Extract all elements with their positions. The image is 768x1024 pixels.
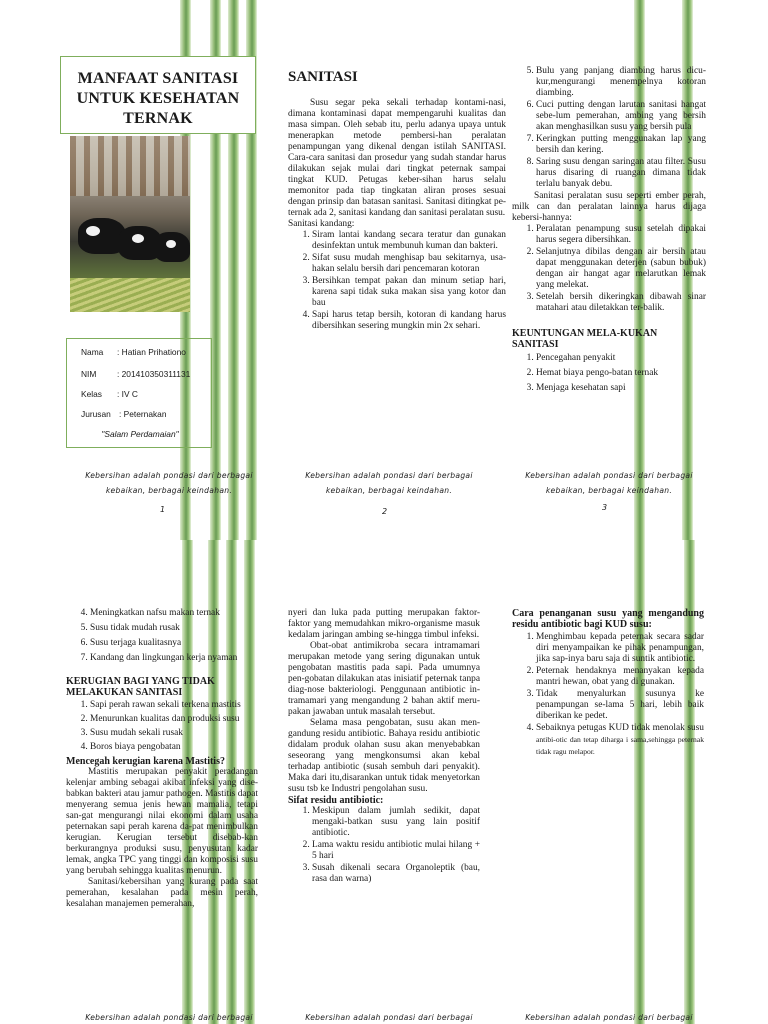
antimikroba-paragraph: Obat-obat antimikroba secara intramamari merupakan metode yang sering digunakan untuk pengobatan mastitis pada sapi. Pada umumnya pen-gobatan dilakukan atas inisiatif peternak tanpa diag-nose bakteriologi. Penggunaan antibiotic in-tramamari yang mengandung 2 bahan aktif meru-pakan jawaban untuk masalah tersebut.: [288, 641, 480, 717]
list-item: 7. Kandang dan lingkungan kerja nyaman: [90, 653, 258, 664]
kerugian-heading: KERUGIAN BAGI YANG TIDAK MELAKUKAN SANITASI: [66, 676, 215, 698]
footer-quote: [284, 468, 494, 498]
footer-line: kebaikan, berbagai keindahan.: [545, 486, 673, 495]
footer-line: Kebersihan adalah pondasi dari berbagai: [305, 1013, 473, 1022]
item4-main: Sebaiknya petugas KUD tidak menolak susu: [536, 723, 704, 733]
column-peralatan: [512, 66, 706, 395]
nim-label: NIM: [81, 369, 97, 379]
jurusan-label: Jurusan: [81, 409, 111, 419]
list-item: 2. Hemat biaya pengo-batan ternak: [536, 368, 706, 379]
list-item: 3. Setelah bersih dikeringkan dibawah sinar matahari atau diletakkan ter-balik.: [536, 292, 706, 314]
list-item: 3. Susah dikenali secara Organoleptik (bau, rasa dan warna): [312, 863, 480, 885]
sanitasi-intro: Susu segar peka sekali terhadap kontami-nasi, dimana kontaminasi dapat mempengaruhi kualitas dan masa simpan. Oleh sebab itu, perlu adanya upaya untuk menerapkan metode pembersi-han peralatan penampungan yang dikenal dengan istilah SANITASI. Cara-cara sanitasi dan prosedur yang sudah standar harus dilakukan sejak mulai dari tingkat peternak sampai tingkat KUD. Petugas keber-sihan harus selalu memonitor pada tiap tingkatan aliran proses sesuai dengan prinsip dan batasan sanitasi. Sanitasi ditingkat pe-ternak ada 2, sanitasi kandang dan sanitasi peralatan susu.: [288, 98, 506, 218]
penanganan-heading: Cara penanganan susu yang mengandung residu antibiotic bagi KUD susu:: [512, 608, 704, 630]
footer-quote: [64, 468, 274, 498]
list-item: 4. Boros biaya pengobatan: [90, 742, 258, 753]
sifat-heading: Sifat residu antibiotic:: [288, 795, 384, 806]
footer-line: kebaikan, berbagai keindahan.: [325, 486, 453, 495]
list-item: 3. Tidak menyalurkan susunya ke penampungan se-lama 5 hari, lebih baik diberikan ke pedet.: [536, 689, 704, 722]
list-item: [536, 723, 704, 758]
kelas-label: Kelas: [81, 389, 102, 399]
kandang-label: Sanitasi kandang:: [288, 219, 355, 229]
list-item: 2. Selanjutnya dibilas dengan air bersih atau dapat menggunakan deterjen (sabun bubuk) dengan air hangat agar melarutkan lemak yang melekat.: [536, 247, 706, 291]
list-item: 2. Lama waktu residu antibiotic mulai hilang + 5 hari: [312, 840, 480, 862]
nama-label: Nama: [81, 347, 104, 357]
list-item: 2. Sifat susu mudah menghisap bau sekitarnya, usa-hakan selalu bersih dari pencemaran kotoran: [312, 253, 506, 275]
list-item: 3. Menjaga kesehatan sapi: [536, 383, 706, 394]
column-sanitasi: [288, 68, 506, 333]
jurusan-value: : Peternakan: [119, 409, 167, 419]
column-kerugian: [66, 608, 258, 910]
mastitis-paragraph-2: Sanitasi/kebersihan yang kurang pada saat pemerahan, kesalahan pada mesin perah, kesalahan manajemen pemerahan,: [66, 877, 258, 909]
footer-line: Kebersihan adalah pondasi dari berbagai: [305, 471, 473, 480]
sanitasi-sapi-list: [512, 66, 706, 190]
footer-quote: [504, 468, 714, 498]
list-item: 5. Susu tidak mudah rusak: [90, 623, 258, 634]
nama-value: : Hatian Prihationo: [117, 347, 186, 357]
list-item: 2. Menurunkan kualitas dan produksi susu: [90, 714, 258, 725]
list-item: 1. Meskipun dalam jumlah sedikit, dapat mengaki-batkan susu yang lain positif antibiotic.: [312, 806, 480, 839]
mastitis-cont: nyeri dan luka pada putting merupakan faktor-faktor yang memudahkan mikro-organisme masuk kedalam jaringan ambing se-hingga timbul infeksi.: [288, 608, 480, 640]
list-item: 4. Sapi harus tetap bersih, kotoran di kandang harus dibersihkan sesering mungkin min 2x sehari.: [312, 310, 506, 332]
footer-quote: [504, 1010, 714, 1024]
sifat-list: [288, 806, 480, 885]
nim-value: : 201410350311131: [117, 369, 191, 379]
list-item: 1. Menghimbau kepada peternak secara sadar diri menyampaikan ke pihak penampungan, jika sap-inya baru saja di suntik antibiotic.: [536, 632, 704, 665]
student-info-box: [66, 338, 212, 448]
sanitasi-heading: SANITASI: [288, 69, 358, 85]
list-item: 3. Susu mudah sekali rusak: [90, 728, 258, 739]
list-item: 3. Bersihkan tempat pakan dan minum setiap hari, karena sapi tidak suka makan sisa yang kotor dan bau: [312, 276, 506, 309]
list-item: 1. Pencegahan penyakit: [536, 353, 706, 364]
list-item: 4. Meningkatkan nafsu makan ternak: [90, 608, 258, 619]
footer-line: Kebersihan adalah pondasi dari berbagai: [85, 471, 253, 480]
list-item: 1. Peralatan penampung susu setelah dipakai harus segera dibersihkan.: [536, 224, 706, 246]
footer-line: Kebersihan adalah pondasi dari berbagai: [85, 1013, 253, 1022]
footer-line: Kebersihan adalah pondasi dari berbagai: [525, 1013, 693, 1022]
kandang-list: [288, 230, 506, 332]
page-number: 1: [160, 505, 166, 514]
kelas-value: : IV C: [117, 389, 138, 399]
footer-quote: [64, 1010, 274, 1024]
peralatan-intro: Sanitasi peralatan susu seperti ember perah, milk can dan peralatan lainnya harus dijaga kebersi-hannya:: [512, 191, 706, 223]
column-antibiotic: [288, 608, 480, 886]
mastitis-heading: Mencegah kerugian karena Mastitis?: [66, 756, 225, 767]
page-number: 2: [382, 507, 388, 516]
list-item: 6. Susu terjaga kualitasnya: [90, 638, 258, 649]
footer-quote: [284, 1010, 494, 1024]
cows-photo: [70, 136, 190, 312]
keuntungan-heading: KEUNTUNGAN MELA-KUKAN SANITASI: [512, 328, 658, 350]
list-item: 6. Cuci putting dengan larutan sanitasi hangat sebe-lum pemerahan, ambing yang bersih akan menghasilkan susu yang bersih pula: [536, 100, 706, 133]
keuntungan-list-cont: [66, 608, 258, 664]
list-item: 7. Keringkan putting menggunakan lap yang bersih dan kering.: [536, 134, 706, 156]
keuntungan-list: [512, 353, 706, 394]
residu-paragraph: Selama masa pengobatan, susu akan men-gandung residu antibiotic. Bahaya residu antibiotic didalam produk olahan susu akan menyebabkan seseorang yang mengkonsumsi akan kebal terhadap antibiotic (susah sembuh dari penyakit). Maka dari itu,disarankan untuk tidak menyetorkan susu tsb ke Industri pengolahan susu.: [288, 718, 480, 794]
footer-line: Kebersihan adalah pondasi dari berbagai: [525, 471, 693, 480]
item4-small: antibi-otic dan tetap diharga i sama,sehingga peternak tidak ragu melapor.: [536, 735, 704, 756]
column-penanganan: [512, 608, 704, 759]
kerugian-list: [66, 700, 258, 753]
salam-text: "Salam Perdamaian": [101, 429, 179, 439]
peralatan-list: [512, 224, 706, 314]
list-item: 1. Sapi perah rawan sekali terkena mastitis: [90, 700, 258, 711]
list-item: 1. Siram lantai kandang secara teratur dan gunakan desinfektan untuk membunuh kuman dan bakteri.: [312, 230, 506, 252]
footer-line: kebaikan, berbagai keindahan.: [105, 486, 233, 495]
list-item: 5. Bulu yang panjang diambing harus dicu-kur,mengurangi menempelnya kotoran diambing.: [536, 66, 706, 99]
list-item: 2. Peternak hendaknya menanyakan kepada mantri hewan, obat yang di gunakan.: [536, 666, 704, 688]
list-item: 8. Saring susu dengan saringan atau filter. Susu harus disaring di ruangan dimana tidak terlalu banyak debu.: [536, 157, 706, 190]
mastitis-paragraph: Mastitis merupakan penyakit peradangan kelenjar ambing sebagai akibat infeksi yang dise-babkan bakteri atau jamur pathogen. Mastitis dapat menyerang semua jenis hewan mamalia, tetapi san-gat mengurangi nilai ekonomi dalam usaha peternakan sapi perah karena da-pat menimbulkan kerugian. Kerugian tersebut disebab-kan berkurangnya produksi susu, penyusutan kadar lemak, angka TPC yang tinggi dan komposisi susu yang berubah sehingga kualitas menurun.: [66, 767, 258, 876]
cover-title: MANFAAT SANITASI UNTUK KESEHATAN TERNAK: [60, 56, 256, 134]
page-number: 3: [602, 503, 608, 512]
penanganan-list: [512, 632, 704, 758]
